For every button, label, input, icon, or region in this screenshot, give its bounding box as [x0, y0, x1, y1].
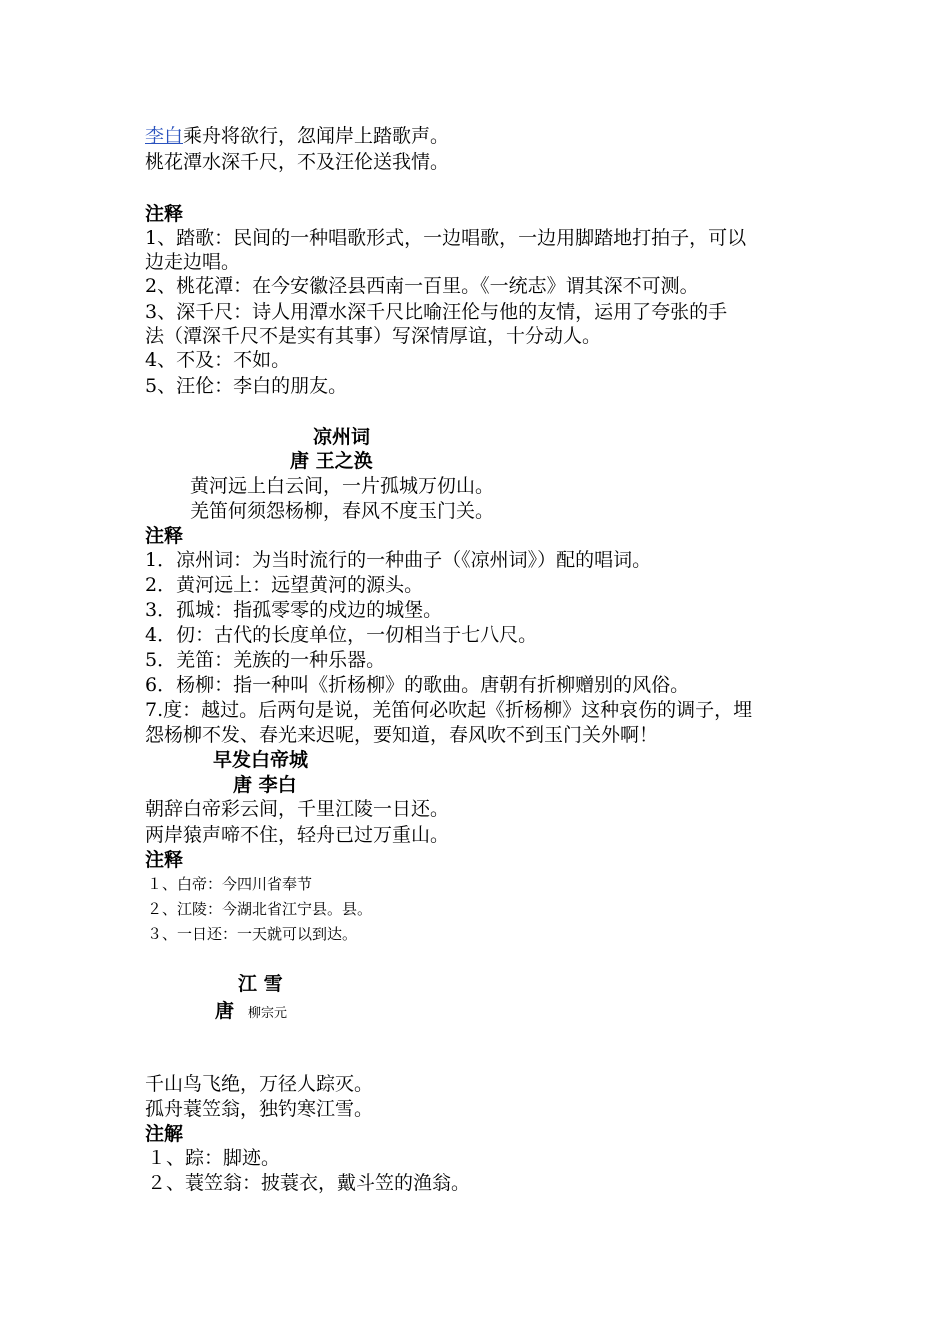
poem-line: 孤舟蓑笠翁，独钓寒江雪。 [145, 1098, 374, 1120]
notes-heading: 注释 [145, 525, 184, 547]
note-line: 2、桃花潭：在今安徽泾县西南一百里。《一统志》谓其深不可测。 [145, 275, 699, 297]
note-line: 1、踏歌：民间的一种唱歌形式，一边唱歌，一边用脚踏地打拍子，可以 [145, 227, 747, 249]
notes-heading: 注释 [145, 203, 184, 225]
notes-heading: 注解 [145, 1123, 184, 1145]
poem-line: 两岸猿声啼不住，轻舟已过万重山。 [145, 824, 450, 846]
author-link[interactable]: 李白 [145, 125, 184, 147]
note-line: ２、蓑笠翁：披蓑衣，戴斗笠的渔翁。 [147, 1172, 471, 1194]
poem-author-line: 唐 柳宗元 [215, 1000, 288, 1022]
note-line: 2．黄河远上：远望黄河的源头。 [145, 574, 424, 596]
note-line: 4．仞：古代的长度单位，一仞相当于七八尺。 [145, 624, 538, 646]
notes-heading: 注释 [145, 849, 184, 871]
note-line: 4、不及：不如。 [145, 349, 291, 371]
poem-author: 唐 王之涣 [290, 450, 373, 472]
note-line: １、白帝：今四川省奉节 [147, 875, 313, 893]
note-line: 5、汪伦：李白的朋友。 [145, 375, 348, 397]
note-line: 5．羌笛：羌族的一种乐器。 [145, 649, 386, 671]
poem-line: 千山鸟飞绝，万径人踪灭。 [145, 1073, 374, 1095]
note-line: 边走边唱。 [145, 251, 241, 273]
note-line: 怨杨柳不发、春光来迟呢，要知道，春风吹不到玉门关外啊！ [145, 724, 659, 746]
note-line: ２、江陵：今湖北省江宁县。县。 [147, 900, 373, 918]
poem-title: 江 雪 [238, 973, 283, 995]
poem-title: 凉州词 [313, 426, 371, 448]
note-line: 3、深千尺：诗人用潭水深千尺比喻汪伦与他的友情，运用了夸张的手 [145, 301, 728, 323]
poem-author: 唐 李白 [233, 774, 297, 796]
note-line: 3．孤城：指孤零零的戍边的城堡。 [145, 599, 443, 621]
note-line: 6．杨柳：指一种叫《折杨柳》的歌曲。唐朝有折柳赠别的风俗。 [145, 674, 690, 696]
note-line: １、踪：脚迹。 [147, 1147, 281, 1169]
poem-line: 黄河远上白云间，一片孤城万仞山。 [190, 475, 495, 497]
note-line: 法（潭深千尺不是实有其事）写深情厚谊，十分动人。 [145, 325, 602, 347]
poem-line: 朝辞白帝彩云间，千里江陵一日还。 [145, 798, 450, 820]
poem-line: 羌笛何须怨杨柳，春风不度玉门关。 [190, 500, 495, 522]
poem-line: 李白乘舟将欲行，忽闻岸上踏歌声。 [145, 125, 450, 147]
note-line: 1．凉州词：为当时流行的一种曲子（《凉州词》）配的唱词。 [145, 549, 652, 571]
note-line: 7.度：越过。后两句是说，羌笛何必吹起《折杨柳》这种哀伤的调子，埋 [145, 699, 753, 721]
poem-title: 早发白帝城 [213, 749, 309, 771]
note-line: ３、一日还：一天就可以到达。 [147, 925, 358, 943]
poem-line: 桃花潭水深千尺，不及汪伦送我情。 [145, 151, 450, 173]
